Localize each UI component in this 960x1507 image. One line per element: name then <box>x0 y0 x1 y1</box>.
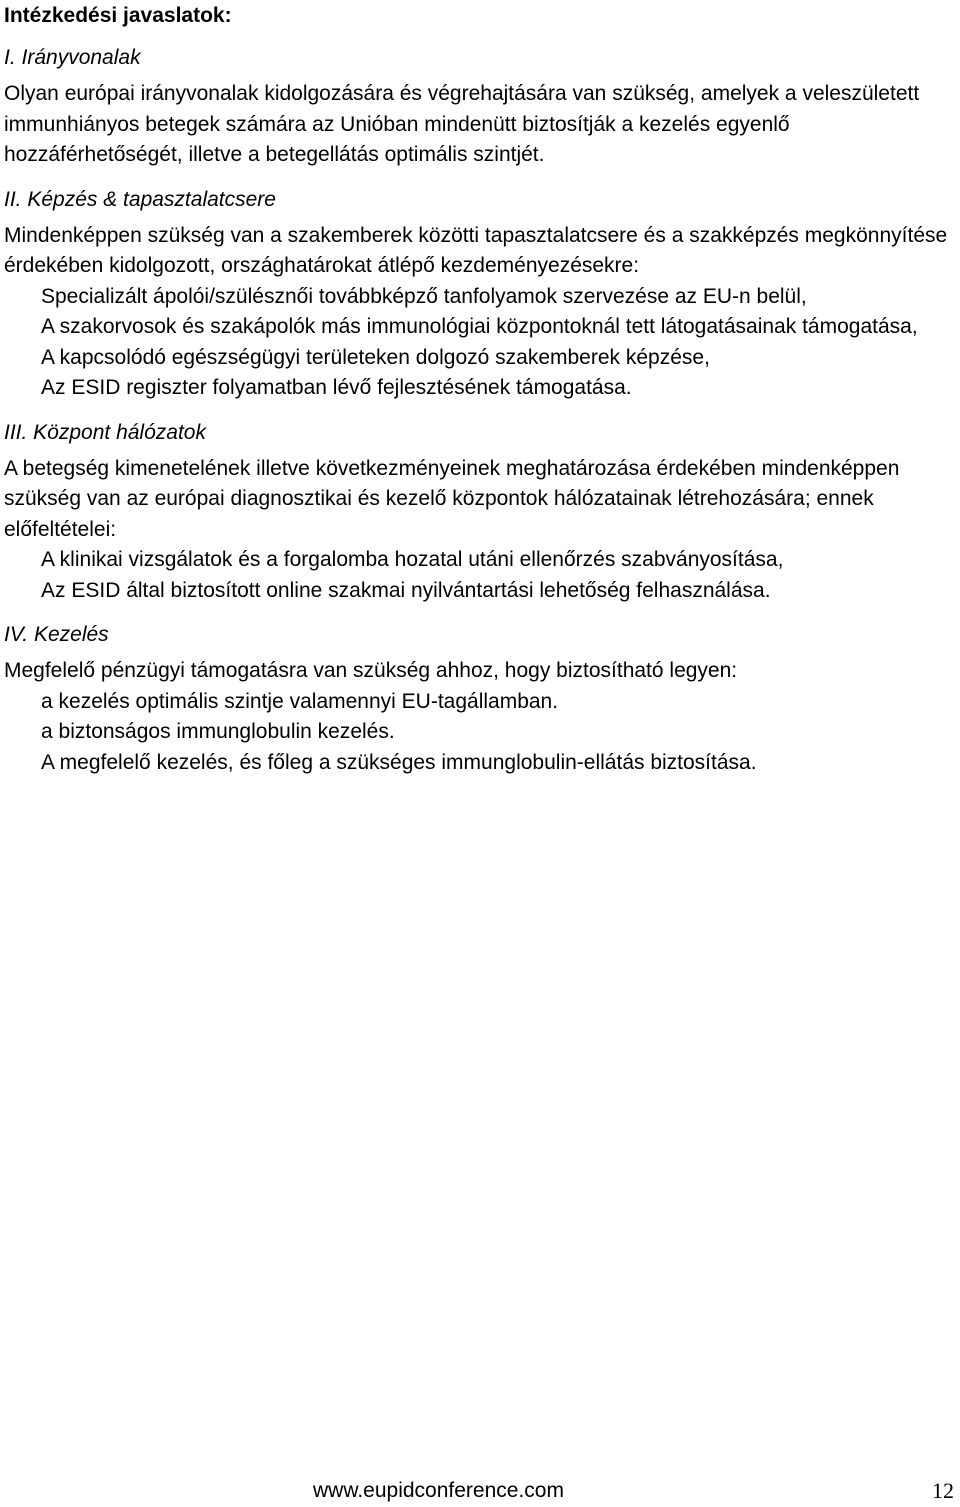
document-page <box>4 0 956 792</box>
section-networks <box>4 418 956 607</box>
list-item: A kapcsolódó egészségügyi területeken dolgozó szakemberek képzése, <box>41 345 710 369</box>
document-title: Intézkedési javaslatok: <box>4 4 232 27</box>
page-footer <box>0 1476 960 1506</box>
section-paragraph: Olyan európai irányvonalak kidolgozására és végrehajtására van szükség, amelyek a veleszületett immunhiányos betegek számára az Unióban mindenütt biztosítják a kezelés egyenlő hozzáférhetőségét, illetve a betegellátás optimális szintjét. <box>4 82 920 166</box>
section-paragraph: Megfelelő pénzügyi támogatásra van szükség ahhoz, hogy biztosítható legyen: <box>4 659 738 682</box>
list-item: A szakorvosok és szakápolók más immunológiai központoknál tett látogatásainak támogatása, <box>41 315 918 338</box>
section-guidelines <box>4 43 956 171</box>
list-item: A klinikai vizsgálatok és a forgalomba hozatal utáni ellenőrzés szabványosítása, <box>41 548 784 571</box>
section-training <box>4 185 956 404</box>
list-item: Az ESID által biztosított online szakmai nyilvántartási lehetőség felhasználása. <box>41 578 771 602</box>
section-treatment <box>4 620 956 778</box>
section-heading: I. Irányvonalak <box>4 46 141 69</box>
footer-url: www.eupidconference.com <box>313 1479 564 1502</box>
list-item: Specializált ápolói/szülésznői továbbképző tanfolyamok szervezése az EU-n belül, <box>41 284 807 308</box>
section-paragraph: Mindenképpen szükség van a szakemberek közötti tapasztalatcsere és a szakképzés megkönnyítése érdekében kidolgozott, országhatárokat átlépő kezdeményezésekre: <box>4 223 948 277</box>
section-list <box>4 282 956 404</box>
list-item: Az ESID regiszter folyamatban lévő fejlesztésének támogatása. <box>41 376 632 399</box>
section-heading: II. Képzés & tapasztalatcsere <box>4 187 276 211</box>
section-paragraph: A betegség kimenetelének illetve következményeinek meghatározása érdekében mindenképpen szükség van az európai diagnosztikai és kezelő központok hálózatainak létrehozására; ennek előfeltételei: <box>4 456 900 541</box>
section-list <box>4 545 956 606</box>
list-item: a kezelés optimális szintje valamennyi EU-tagállamban. <box>41 689 559 713</box>
list-item: A megfelelő kezelés, és főleg a szükséges immunglobulin-ellátás biztosítása. <box>41 750 757 774</box>
section-heading: IV. Kezelés <box>4 623 109 646</box>
section-list <box>4 687 956 779</box>
list-item: a biztonságos immunglobulin kezelés. <box>41 720 395 743</box>
section-heading: III. Központ hálózatok <box>4 420 206 444</box>
page-number: 12 <box>932 1478 954 1503</box>
